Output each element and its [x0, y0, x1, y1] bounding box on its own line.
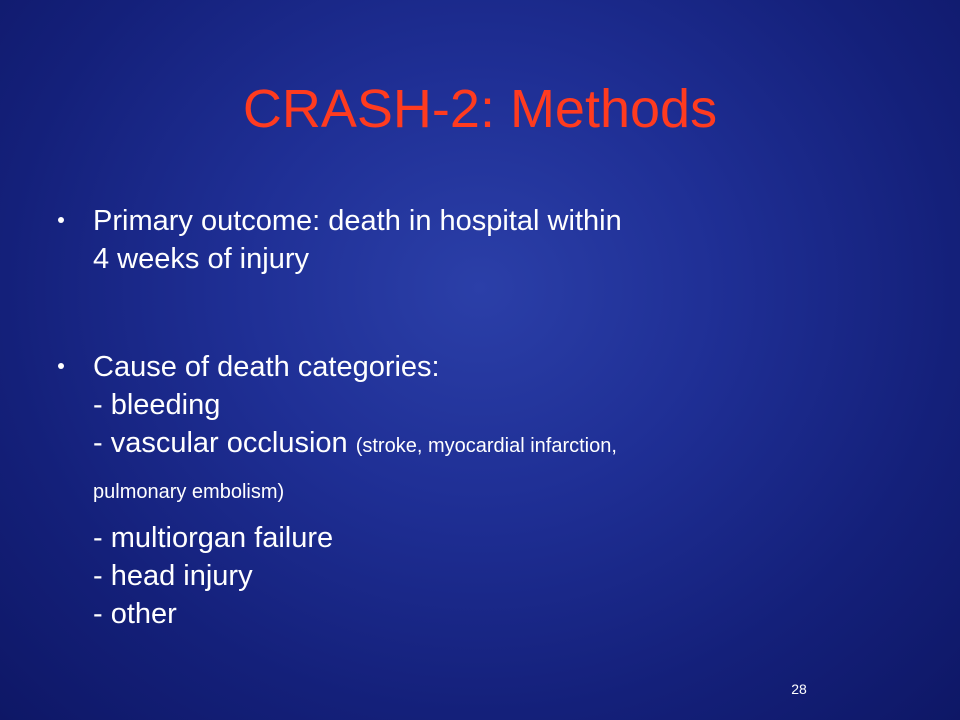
bullet-cause-of-death	[58, 348, 918, 633]
bullet-text-line: 4 weeks of injury	[93, 243, 309, 275]
category-detail-continued: pulmonary embolism)	[93, 481, 285, 503]
category-multiorgan-failure: - multiorgan failure	[93, 522, 334, 554]
bullet-dot-icon	[58, 217, 64, 223]
category-other: - other	[93, 598, 177, 630]
bullet-heading: Cause of death categories:	[93, 351, 440, 383]
bullet-text-line: Primary outcome: death in hospital within	[93, 205, 622, 237]
category-head-injury: - head injury	[93, 560, 253, 592]
bullet-list	[58, 202, 918, 633]
bullet-dot-icon	[58, 363, 64, 369]
category-bleeding: - bleeding	[93, 389, 221, 421]
slide-title: CRASH-2: Methods	[242, 79, 718, 139]
page-number: 28	[791, 681, 807, 697]
category-label: - vascular occlusion	[93, 427, 348, 459]
category-detail: (stroke, myocardial infarction,	[355, 435, 617, 457]
category-vascular-occlusion	[93, 424, 918, 465]
bullet-primary-outcome	[58, 202, 918, 278]
